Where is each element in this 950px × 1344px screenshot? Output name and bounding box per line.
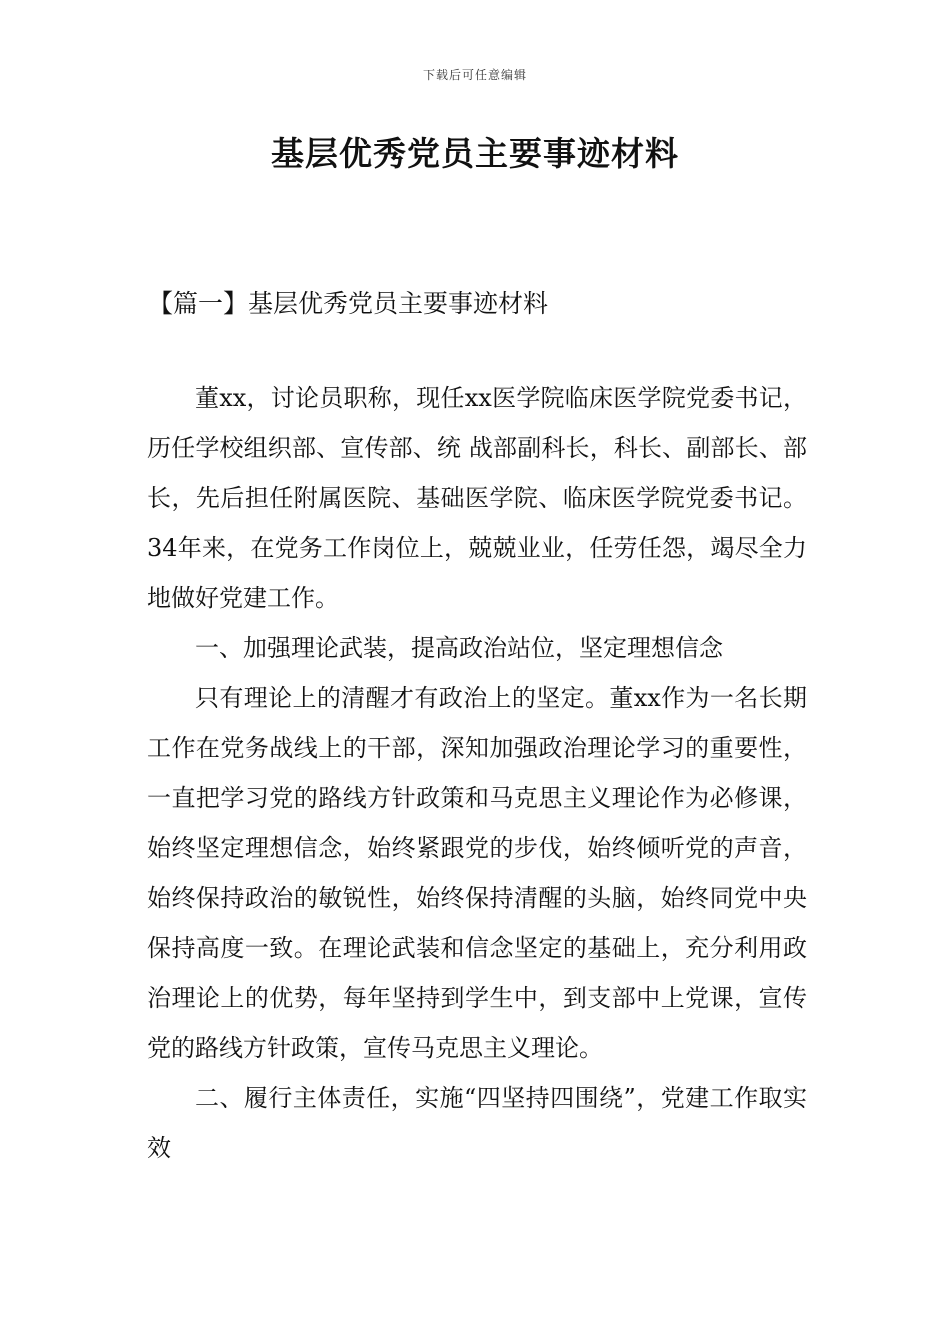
document-body [147, 373, 807, 1173]
paragraph: 只有理论上的清醒才有政治上的坚定。董xx作为一名长期工作在党务战线上的干部，深知加强政治理论学习的重要性，一直把学习党的路线方针政策和马克思主义理论作为必修课，始终坚定理想信念，始终紧跟党的步伐，始终倾听党的声音，始终保持政治的敏锐性，始终保持清醒的头脑，始终同党中央保持高度一致。在理论武装和信念坚定的基础上，充分利用政治理论上的优势，每年坚持到学生中，到支部中上党课，宣传党的路线方针政策，宣传马克思主义理论。 [147, 684, 807, 1062]
section-heading: 【篇一】基层优秀党员主要事迹材料 [148, 289, 549, 318]
document-title: 基层优秀党员主要事迹材料 [271, 134, 679, 173]
header-note: 下载后可任意编辑 [422, 68, 527, 82]
paragraph: 一、加强理论武装，提高政治站位，坚定理想信念 [195, 634, 723, 662]
paragraph: 二、履行主体责任，实施“四坚持四围绕”，党建工作取实效 [147, 1084, 807, 1162]
paragraph: 董xx，讨论员职称，现任xx医学院临床医学院党委书记，历任学校组织部、宣传部、统 战部副科长，科长、副部长、部长，先后担任附属医院、基础医学院、临床医学院党委书记。34年来，在党务工作岗位上，兢兢业业，任劳任怨，竭尽全力地做好党建工作。 [147, 384, 807, 612]
